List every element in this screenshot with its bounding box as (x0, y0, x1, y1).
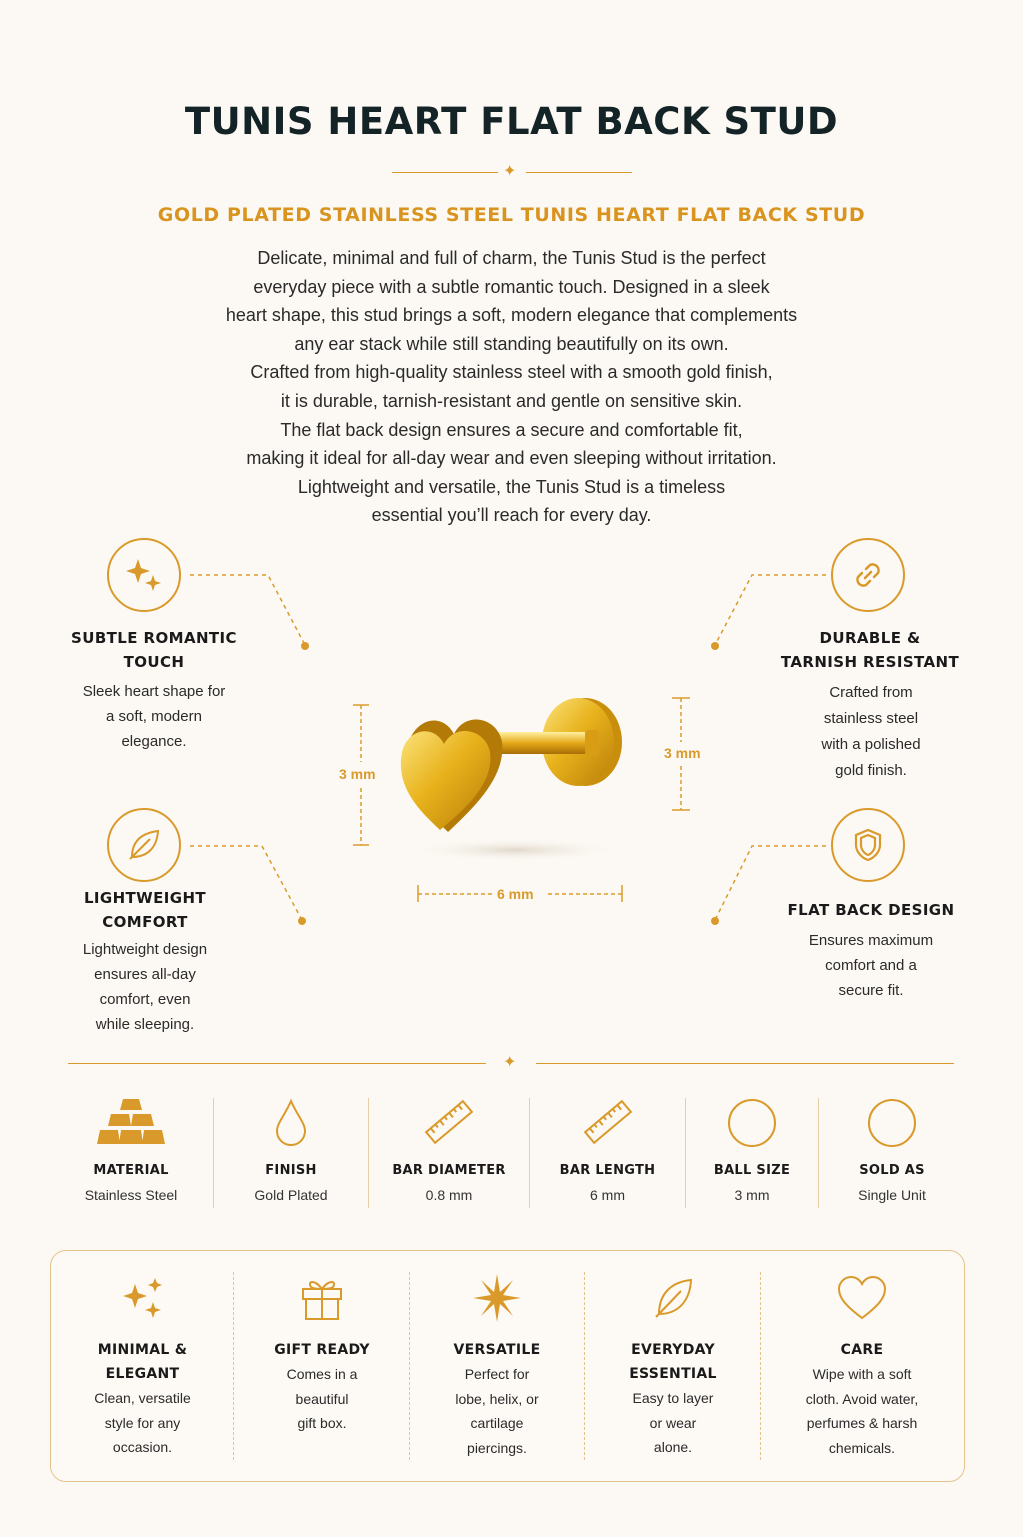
flatback-feature-title: FLAT BACK DESIGN (787, 901, 955, 919)
page-title: TUNIS HEART FLAT BACK STUD (184, 100, 839, 143)
flatback-feature-desc: Ensures maximum comfort and a secure fit. (808, 932, 934, 999)
description-line: Delicate, minimal and full of charm, the Tunis Stud is the perfect (257, 248, 766, 268)
spec-sold-as: SOLD AS Single Unit (819, 1095, 965, 1210)
heart-height-label: 3 mm (339, 766, 376, 782)
description-line: it is durable, tarnish-resistant and gentle on sensitive skin. (280, 390, 743, 411)
spec-material: MATERIAL Stainless Steel (50, 1095, 212, 1210)
benefit-care: CARE Wipe with a soft cloth. Avoid water, perfumes & harsh chemicals. (763, 1270, 961, 1460)
section-divider-left (68, 1063, 486, 1064)
drop-icon (273, 1097, 309, 1149)
length-label: 6 mm (497, 886, 534, 902)
benefit-minimal: MINIMAL & ELEGANT Clean, versatile style for any occasion. (55, 1270, 230, 1460)
benefit-everyday: EVERYDAY ESSENTIAL Easy to layer or wear alone. (587, 1270, 759, 1460)
circle-icon (726, 1097, 778, 1149)
spec-bar-diameter: BAR DIAMETER 0.8 mm (369, 1095, 529, 1210)
description-line: everyday piece with a subtle romantic touch. Designed in a sleek (253, 276, 770, 297)
description-line: making it ideal for all-day wear and even sleeping without irritation. (246, 448, 777, 469)
sparkles-icon (119, 1274, 167, 1322)
romantic-feature-desc: Sleek heart shape for a soft, modern elegance. (82, 683, 226, 750)
durable-feature-desc: Crafted from stainless steel with a polished gold finish. (821, 684, 921, 779)
description-line: heart shape, this stud brings a soft, modern elegance that complements (225, 305, 798, 326)
circle-icon (866, 1097, 918, 1149)
ball-size-label: 3 mm (664, 745, 701, 761)
benefit-separator (584, 1272, 585, 1460)
durable-feature-title: DURABLE & TARNISH RESISTANT (780, 629, 960, 671)
benefit-gift-ready: GIFT READY Comes in a beautiful gift box. (236, 1270, 408, 1436)
leaf-icon (649, 1274, 697, 1322)
benefit-versatile: VERSATILE Perfect for lobe, helix, or cartilage piercings. (412, 1270, 582, 1460)
description-line: any ear stack while still standing beautifully on its own. (294, 333, 729, 354)
benefit-separator (760, 1272, 761, 1460)
heart-icon (836, 1274, 888, 1322)
sparkle-divider-icon: ✦ (503, 163, 517, 180)
benefit-separator (409, 1272, 410, 1460)
ruler-icon (421, 1095, 477, 1151)
section-divider-right (536, 1063, 954, 1064)
description-line: Crafted from high-quality stainless steel with a smooth gold finish, (250, 362, 773, 383)
gold-bars-icon (96, 1097, 166, 1149)
description-line: Lightweight and versatile, the Tunis Stud is a timeless (297, 476, 726, 497)
benefit-separator (233, 1272, 234, 1460)
starburst-icon (471, 1272, 523, 1324)
ruler-icon (580, 1095, 636, 1151)
product-subtitle: GOLD PLATED STAINLESS STEEL TUNIS HEART FLAT BACK STUD (157, 204, 866, 226)
spec-bar-length: BAR LENGTH 6 mm (530, 1095, 685, 1210)
spec-finish: FINISH Gold Plated (214, 1095, 368, 1210)
description-line: The flat back design ensures a secure and comfortable fit, (280, 419, 743, 440)
lightweight-feature-desc: Lightweight design ensures all-day comfort, even while sleeping. (82, 941, 208, 1033)
gift-icon (297, 1273, 347, 1323)
lightweight-feature-title: LIGHTWEIGHT COMFORT (83, 889, 207, 931)
sparkle-divider-icon: ✦ (503, 1054, 517, 1071)
spec-ball-size: BALL SIZE 3 mm (686, 1095, 818, 1210)
romantic-feature-title: SUBTLE ROMANTIC TOUCH (71, 629, 237, 671)
description-line: essential you’ll reach for every day. (371, 505, 652, 526)
